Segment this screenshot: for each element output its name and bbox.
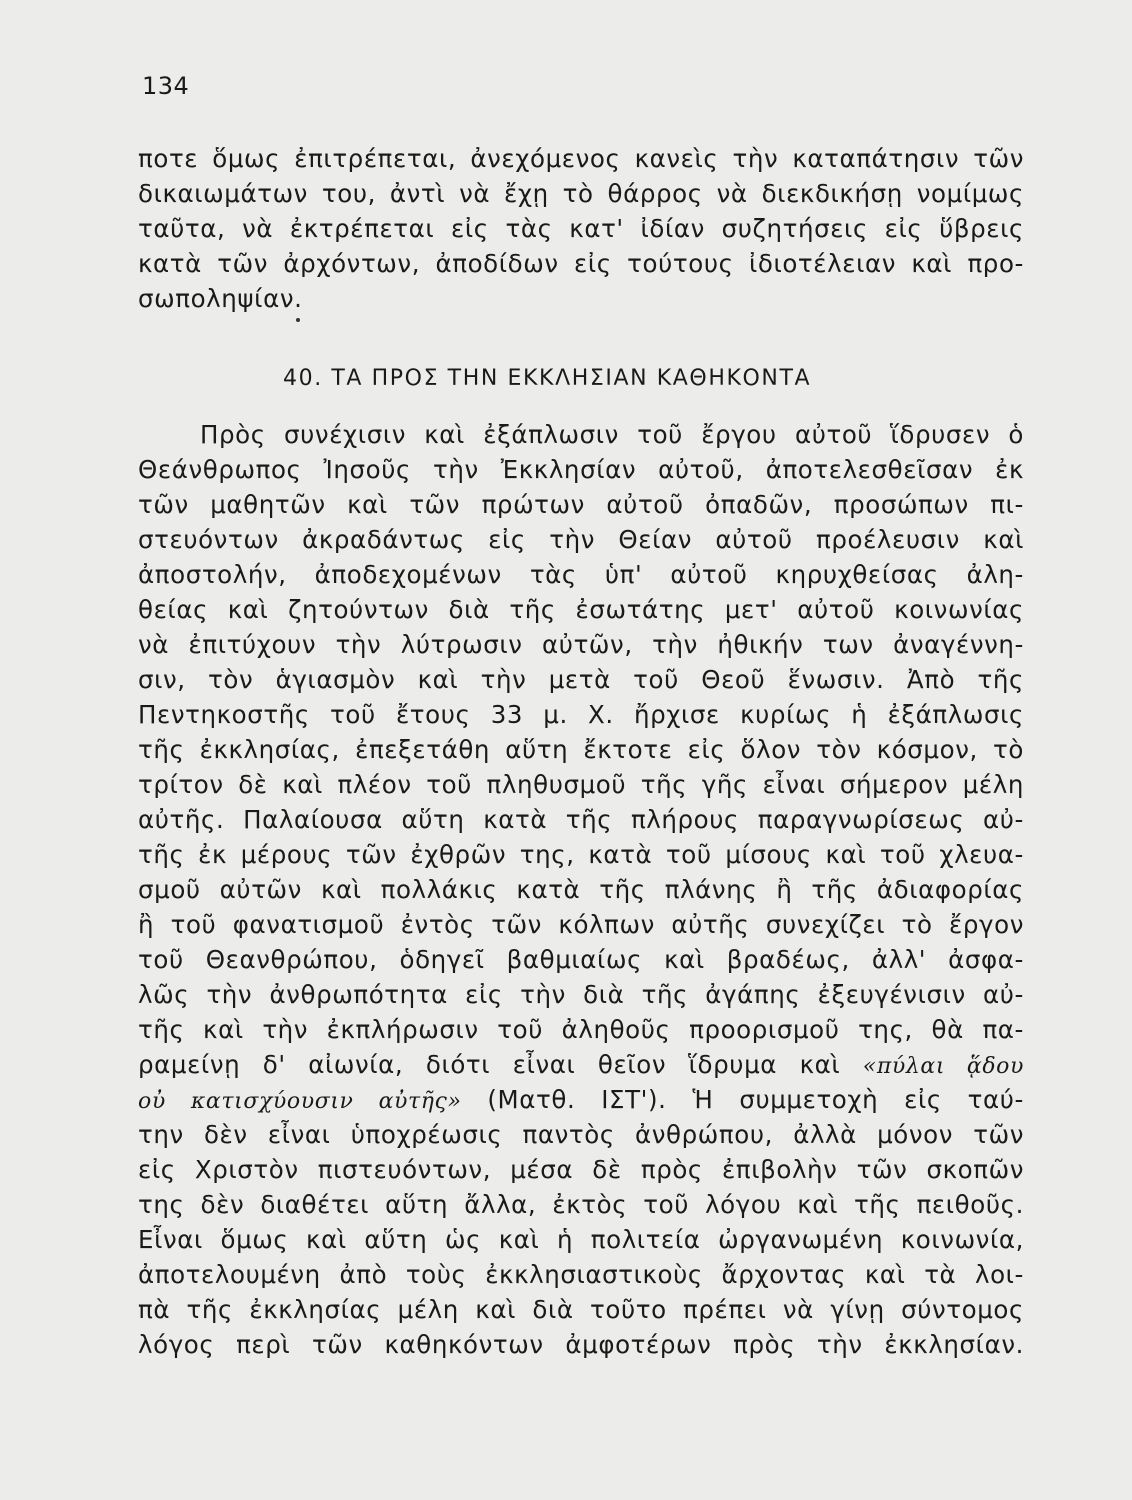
text-line: Θεάνθρωπος Ἰησοῦς τὴν Ἐκκλησίαν αὐτοῦ, ἀποτελεσθεῖσαν ἐκ <box>138 455 1024 484</box>
text-line: σιν, τὸν ἁγιασμὸν καὶ τὴν μετὰ τοῦ Θεοῦ ἕνωσιν. Ἀπὸ τῆς <box>138 665 1024 694</box>
text-line: νὰ ἐπιτύχουν τὴν λύτρωσιν αὐτῶν, τὴν ἠθικήν των ἀναγέννη- <box>138 630 1024 659</box>
text-line: Πεντηκοστῆς τοῦ ἔτους 33 μ. Χ. ἤρχισε κυρίως ἡ ἐξάπλωσις <box>138 700 1024 729</box>
text-line: τῆς ἐκκλησίας, ἐπεξετάθη αὕτη ἔκτοτε εἰς ὅλον τὸν κόσμον, τὸ <box>138 735 1024 764</box>
text-line: ἀποτελουμένη ἀπὸ τοὺς ἐκκλησιαστικοὺς ἄρχοντας καὶ τὰ λοι- <box>138 1260 1024 1289</box>
quote-line-b-text: (Ματθ. ΙΣΤ'). Ἡ συμμετοχὴ εἰς ταύ- <box>487 1085 1025 1114</box>
text-line-with-quote <box>138 1048 1024 1084</box>
section-heading: 40. ΤΑ ΠΡΟΣ ΤΗΝ ΕΚΚΛΗΣΙΑΝ ΚΑΘΗΚΟΝΤΑ <box>283 366 812 391</box>
text-line: τῆς καὶ τὴν ἐκπλήρωσιν τοῦ ἀληθοῦς προορισμοῦ της, θὰ πα- <box>138 1015 1024 1044</box>
stray-dot <box>296 318 300 322</box>
text-line: σωποληψίαν. <box>138 284 303 313</box>
text-line: ἀποστολήν, ἀποδεχομένων τὰς ὑπ' αὐτοῦ κηρυχθείσας ἀλη- <box>138 560 1024 589</box>
text-line: της δὲν διαθέτει αὕτη ἄλλα, ἐκτὸς τοῦ λόγου καὶ τῆς πειθοῦς. <box>138 1190 1024 1219</box>
text-line: τῆς ἐκ μέρους τῶν ἐχθρῶν της, κατὰ τοῦ μίσους καὶ τοῦ χλευα- <box>138 840 1024 869</box>
text-line: πὰ τῆς ἐκκλησίας μέλη καὶ διὰ τοῦτο πρέπει νὰ γίνῃ σύντομος <box>138 1295 1024 1324</box>
text-line: θείας καὶ ζητούντων διὰ τῆς ἐσωτάτης μετ' αὐτοῦ κοινωνίας <box>138 595 1024 624</box>
text-line-with-quote <box>138 1083 1024 1119</box>
page-number: 134 <box>142 72 190 100</box>
text-line: τρίτον δὲ καὶ πλέον τοῦ πληθυσμοῦ τῆς γῆς εἶναι σήμερον μέλη <box>138 770 1024 799</box>
quote-line-a-text: ραμείνῃ δ' αἰωνία, διότι εἶναι θεῖον ἵδρυμα καὶ <box>138 1050 841 1079</box>
quote-start: «πύλαι ᾅδου <box>862 1054 1024 1079</box>
quote-end: οὐ κατισχύουσιν αὐτῆς» <box>138 1089 462 1114</box>
text-line: τοῦ Θεανθρώπου, ὁδηγεῖ βαθμιαίως καὶ βραδέως, ἀλλ' ἀσφα- <box>138 945 1024 974</box>
text-line: αὐτῆς. Παλαίουσα αὕτη κατὰ τῆς πλήρους παραγνωρίσεως αὐ- <box>138 805 1024 834</box>
text-line: ποτε ὅμως ἐπιτρέπεται, ἀνεχόμενος κανεὶς τὴν καταπάτησιν τῶν <box>138 144 1024 173</box>
text-line: εἰς Χριστὸν πιστευόντων, μέσα δὲ πρὸς ἐπιβολὴν τῶν σκοπῶν <box>138 1155 1024 1184</box>
text-line: Πρὸς συνέχισιν καὶ ἐξάπλωσιν τοῦ ἔργου αὐτοῦ ἵδρυσεν ὁ <box>200 420 1024 449</box>
text-line: την δὲν εἶναι ὑποχρέωσις παντὸς ἀνθρώπου, ἀλλὰ μόνον τῶν <box>138 1120 1024 1149</box>
text-line: τῶν μαθητῶν καὶ τῶν πρώτων αὐτοῦ ὀπαδῶν, προσώπων πι- <box>138 490 1024 519</box>
text-line: στευόντων ἀκραδάντως εἰς τὴν Θείαν αὐτοῦ προέλευσιν καὶ <box>138 525 1024 554</box>
text-line: ἢ τοῦ φανατισμοῦ ἐντὸς τῶν κόλπων αὐτῆς συνεχίζει τὸ ἔργον <box>138 910 1024 939</box>
text-line: Εἶναι ὅμως καὶ αὕτη ὡς καὶ ἡ πολιτεία ὠργανωμένη κοινωνία, <box>138 1225 1024 1254</box>
text-line: λῶς τὴν ἀνθρωπότητα εἰς τὴν διὰ τῆς ἀγάπης ἐξευγένισιν αὐ- <box>138 980 1024 1009</box>
text-line: λόγος περὶ τῶν καθηκόντων ἀμφοτέρων πρὸς τὴν ἐκκλησίαν. <box>138 1330 1024 1359</box>
text-line: σμοῦ αὐτῶν καὶ πολλάκις κατὰ τῆς πλάνης ἢ τῆς ἀδιαφορίας <box>138 875 1024 904</box>
text-line: κατὰ τῶν ἀρχόντων, ἀποδίδων εἰς τούτους ἰδιοτέλειαν καὶ προ- <box>138 249 1024 278</box>
text-line: ταῦτα, νὰ ἐκτρέπεται εἰς τὰς κατ' ἰδίαν συζητήσεις εἰς ὕβρεις <box>138 214 1024 243</box>
text-line: δικαιωμάτων του, ἀντὶ νὰ ἔχῃ τὸ θάρρος νὰ διεκδικήσῃ νομίμως <box>138 179 1024 208</box>
